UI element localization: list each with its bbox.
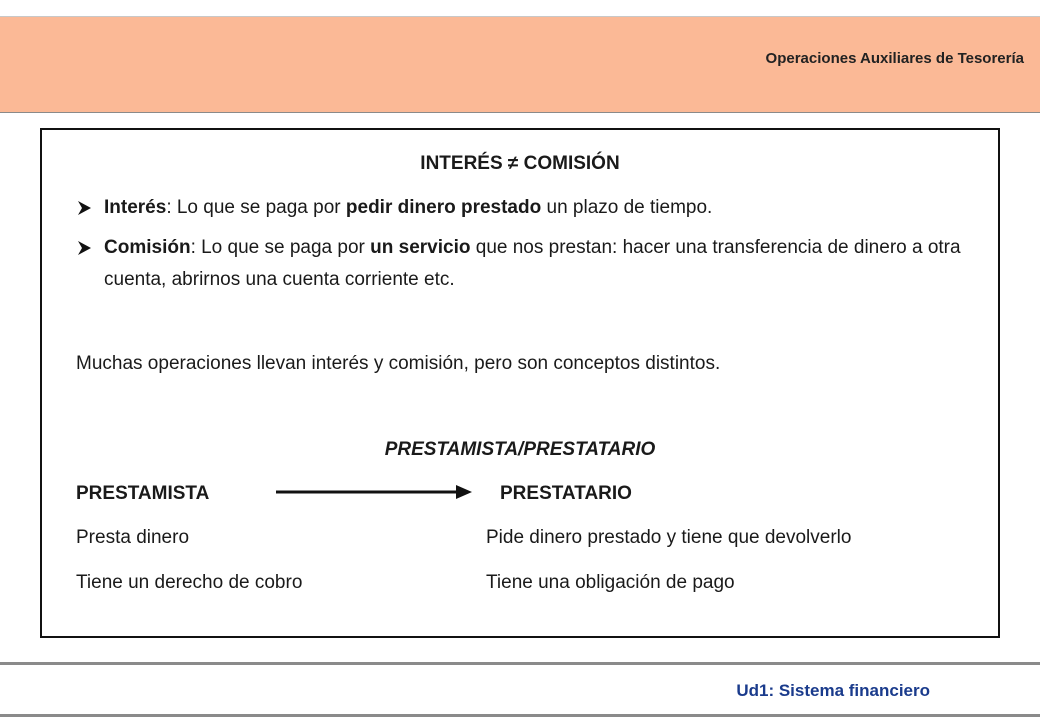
bullet-comision xyxy=(104,232,964,296)
paragraph-muchas-operaciones: Muchas operaciones llevan interés y comisión, pero son conceptos distintos. xyxy=(76,353,721,374)
right-arrow-icon xyxy=(274,482,474,502)
heading-prestamista-prestatario: PRESTAMISTA/PRESTATARIO xyxy=(384,439,656,460)
label-prestatario: PRESTATARIO xyxy=(500,483,632,504)
emph-un-servicio: un servicio xyxy=(370,237,471,258)
arrow-bullet-icon xyxy=(76,240,92,256)
content-box xyxy=(40,128,1000,638)
footer-divider-top xyxy=(0,662,1040,665)
bullet-interes-text-2: un plazo de tiempo. xyxy=(541,197,713,218)
row-left-2: Tiene un derecho de cobro xyxy=(76,572,303,593)
emph-pedir-dinero: pedir dinero prestado xyxy=(345,197,542,218)
arrow-bullet-icon xyxy=(76,200,92,216)
header-band xyxy=(0,16,1040,113)
header-title: Operaciones Auxiliares de Tesorería xyxy=(765,50,1024,67)
bullet-interes-text-1: : Lo que se paga por xyxy=(166,197,346,218)
bullet-comision-text-1: : Lo que se paga por xyxy=(190,237,371,258)
label-prestamista: PRESTAMISTA xyxy=(76,483,210,504)
footer-label: Ud1: Sistema financiero xyxy=(736,681,930,700)
bullet-comision-text-2: que nos prestan: hacer una transferencia de dinero a otra cuenta, abrirnos una cuenta corriente etc. xyxy=(104,237,961,290)
term-comision: Comisión xyxy=(104,237,191,258)
heading-interes-comision: INTERÉS ≠ COMISIÓN xyxy=(420,153,620,174)
row-right-2: Tiene una obligación de pago xyxy=(486,572,735,593)
footer-divider-bottom xyxy=(0,714,1040,717)
row-right-1: Pide dinero prestado y tiene que devolverlo xyxy=(486,527,852,548)
term-interes: Interés xyxy=(104,197,167,218)
row-left-1: Presta dinero xyxy=(76,527,190,548)
top-strip xyxy=(0,0,1040,16)
bullet-interes xyxy=(104,192,964,224)
